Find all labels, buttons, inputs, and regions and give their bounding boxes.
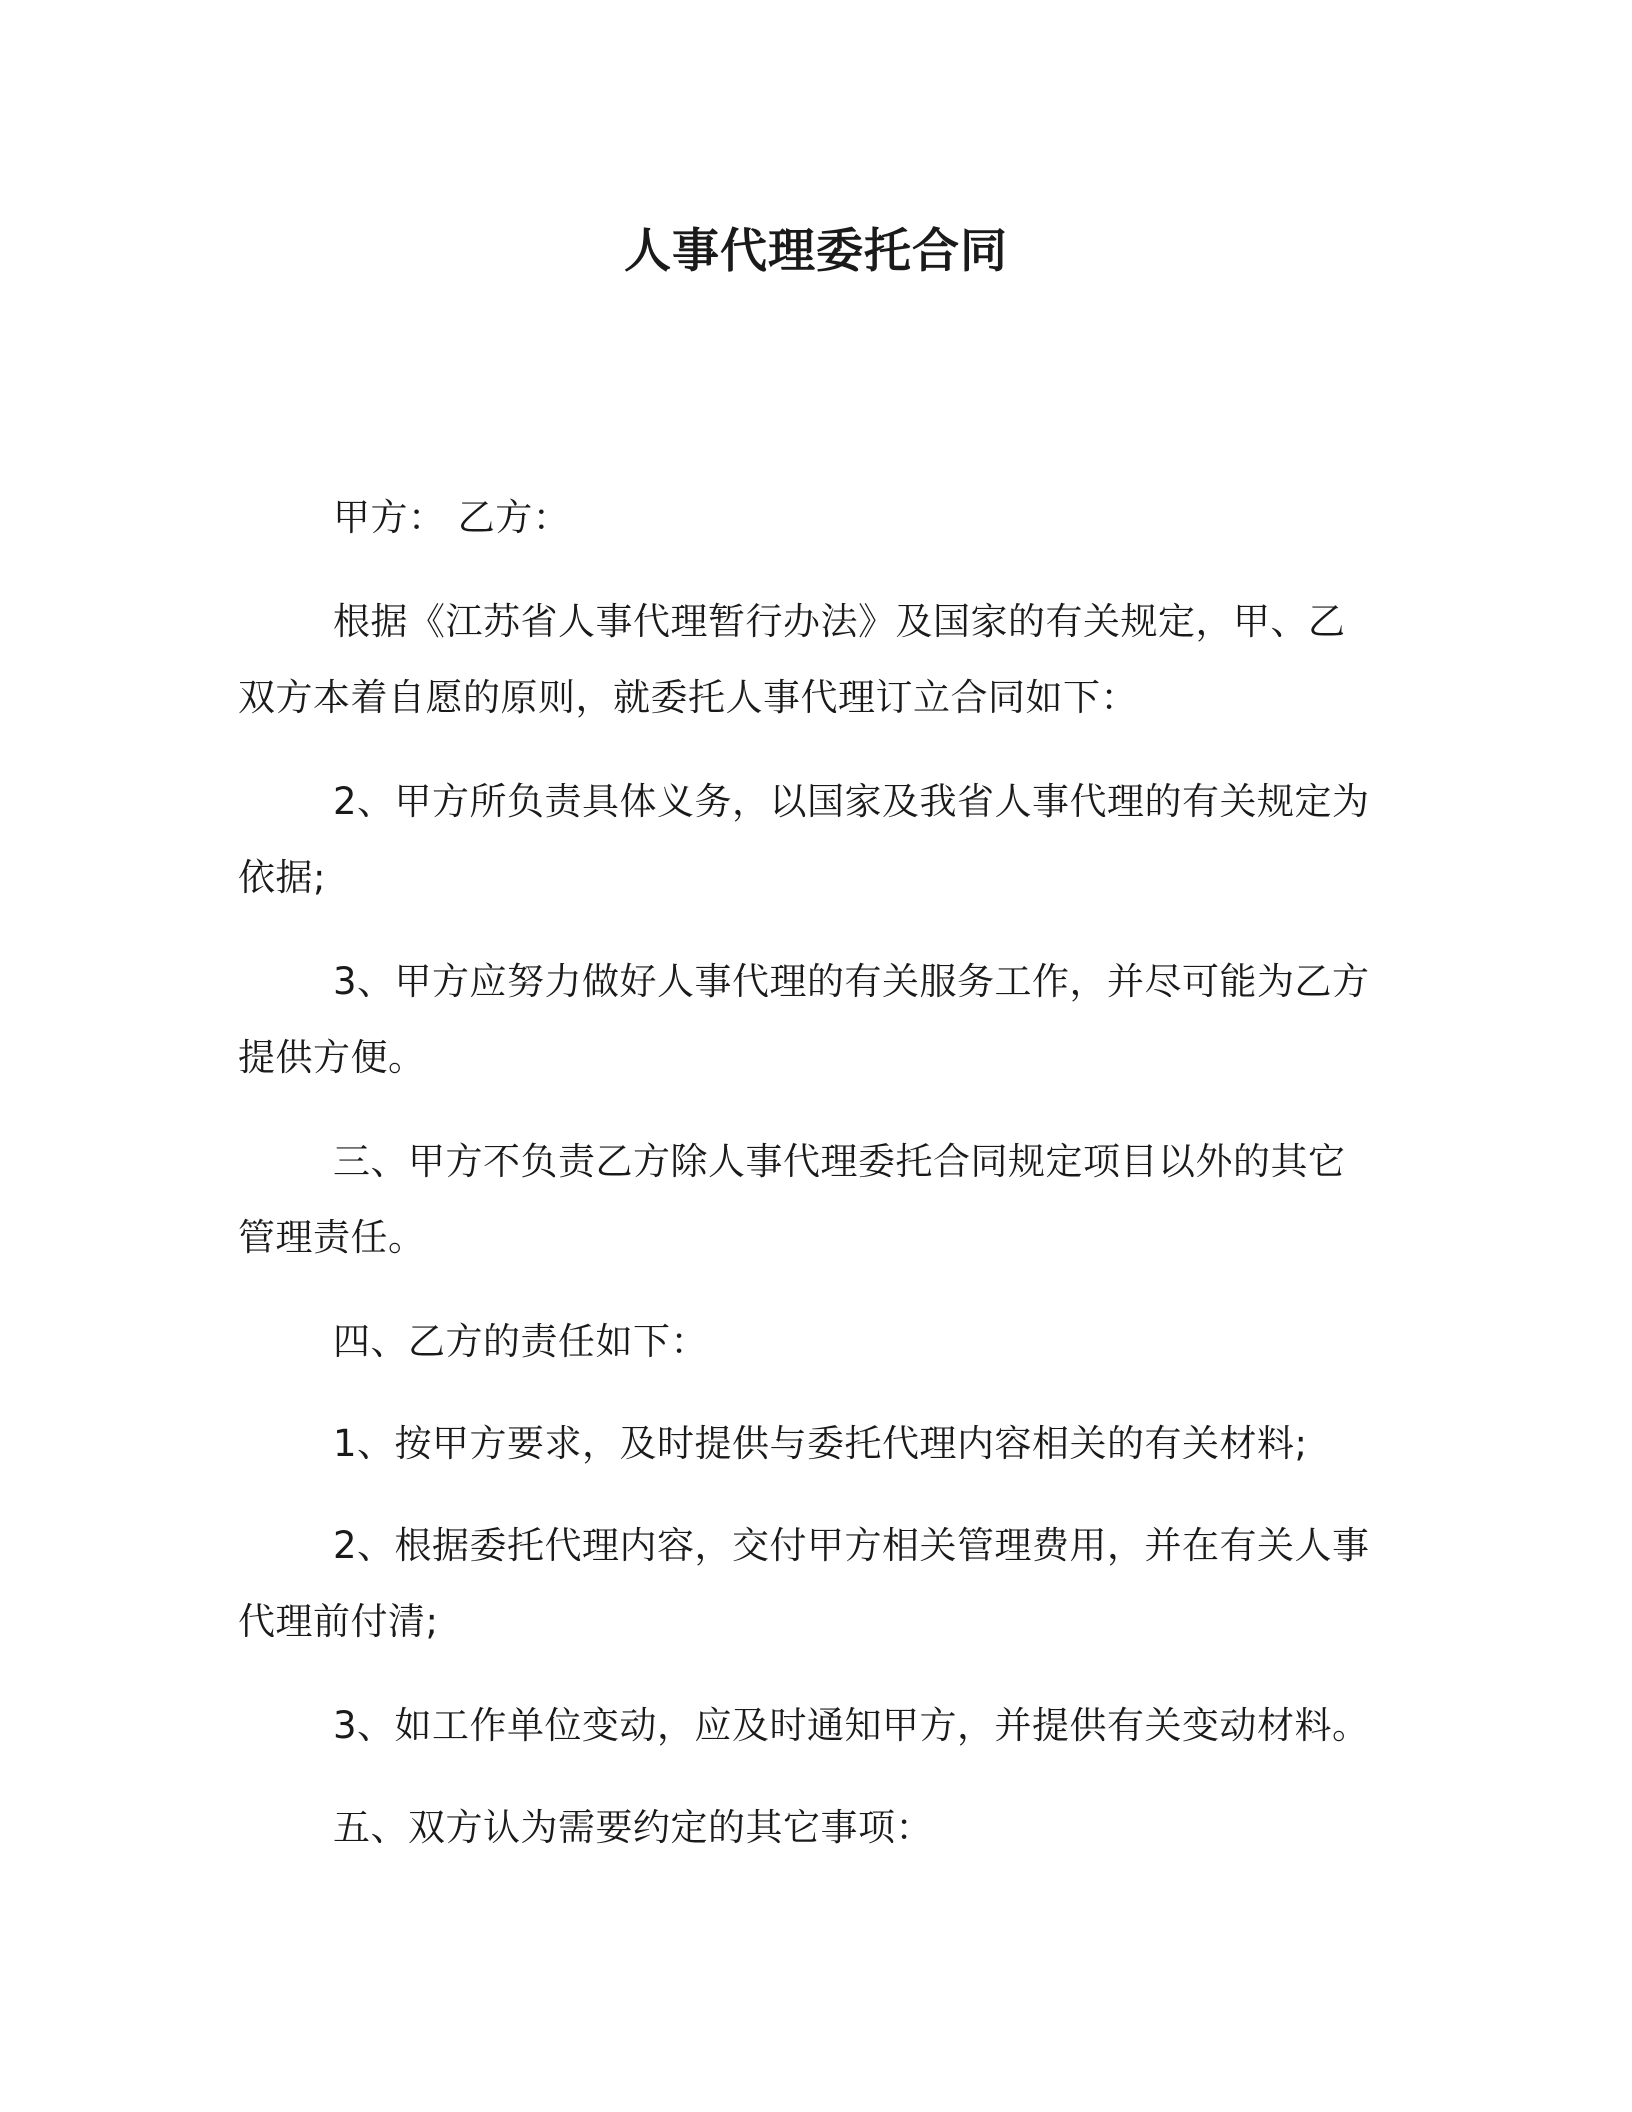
parties-line: 甲方： 乙方： (333, 496, 571, 539)
clause-paragraph: 1、按甲方要求，及时提供与委托代理内容相关的有关材料; (333, 1422, 1308, 1465)
clause-paragraph: 三、甲方不负责乙方除人事代理委托合同规定项目以外的其它管理责任。 (238, 1140, 1346, 1259)
clause-paragraph: 2、甲方所负责具体义务，以国家及我省人事代理的有关规定为依据; (238, 780, 1370, 899)
document-title: 人事代理委托合同 (624, 224, 1008, 279)
section-heading: 五、双方认为需要约定的其它事项： (333, 1806, 933, 1849)
preamble-paragraph: 根据《江苏省人事代理暂行办法》及国家的有关规定，甲、乙双方本着自愿的原则，就委托人事代理订立合同如下： (238, 600, 1346, 719)
section-heading: 四、乙方的责任如下： (333, 1320, 708, 1363)
clause-paragraph: 2、根据委托代理内容，交付甲方相关管理费用，并在有关人事代理前付清; (238, 1524, 1370, 1643)
clause-paragraph: 3、甲方应努力做好人事代理的有关服务工作，并尽可能为乙方提供方便。 (238, 960, 1370, 1079)
clause-paragraph: 3、如工作单位变动，应及时通知甲方，并提供有关变动材料。 (333, 1704, 1370, 1747)
